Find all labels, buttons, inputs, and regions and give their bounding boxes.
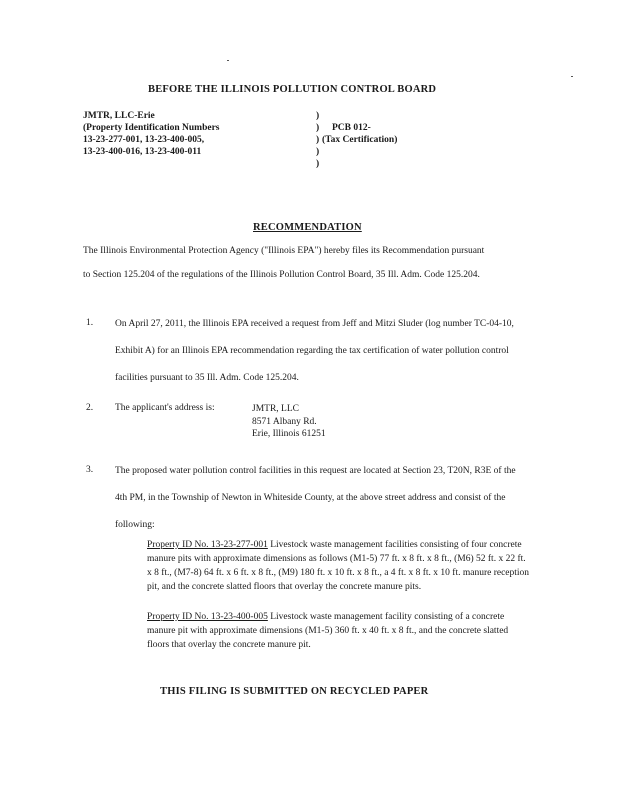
scan-speck xyxy=(571,76,573,77)
caption-paren: ) xyxy=(316,135,320,145)
property-text: Livestock waste management facilities consisting of four concrete manure pits with approximate dimensions as follows (M1-5) 77 ft. x 8 ft. x 8 ft., (M6) 52 ft. x 22 ft. x 8 ft., (M7-8) 64 ft. x 6 ft. x 8 ft., (M9) 180 ft. x 10 ft. x 8 ft., a 4 ft. x 8 ft. x 10 ft. manure reception pit, and the concrete slatted floors that overlay the concrete manure pits. xyxy=(147,540,530,592)
caption-line: 13-23-277-001, 13-23-400-005, xyxy=(83,135,205,145)
caption-line: 13-23-400-016, 13-23-400-011 xyxy=(83,147,202,157)
item-number: 3. xyxy=(86,465,94,475)
property-id: Property ID No. 13-23-277-001 xyxy=(147,540,268,550)
item-number: 1. xyxy=(86,318,94,328)
intro-line-2: to Section 125.204 of the regulations of the Illinois Pollution Control Board, 35 Ill. Adm. Code 125.204. xyxy=(83,270,480,280)
caption-paren: ) xyxy=(316,159,320,169)
address-line: 8571 Albany Rd. xyxy=(252,416,317,427)
document-title: RECOMMENDATION xyxy=(253,222,362,233)
item-3-text: The proposed water pollution control facilities in this request are located at Section 23, T20N, R3E of the 4th PM, in the Township of Newton in Whiteside County, at the above street address and consist of the following: xyxy=(115,466,516,530)
caption-line: JMTR, LLC-Erie xyxy=(83,111,155,121)
caption-separators xyxy=(316,110,319,170)
address-line: Erie, Illinois 61251 xyxy=(252,429,326,439)
case-number: PCB 012- xyxy=(332,123,371,133)
caption-paren: ) xyxy=(316,123,320,133)
case-type: (Tax Certification) xyxy=(322,135,398,145)
caption-paren: ) xyxy=(316,111,320,121)
case-caption-parties xyxy=(83,110,220,158)
recycled-paper-notice: THIS FILING IS SUBMITTED ON RECYCLED PAPER xyxy=(160,686,429,697)
caption-paren: ) xyxy=(316,147,320,157)
applicant-address xyxy=(252,403,326,441)
intro-line-1: The Illinois Environmental Protection Agency ("Illinois EPA") hereby files its Recommendation pursuant xyxy=(83,246,485,256)
item-1-text: On April 27, 2011, the Illinois EPA received a request from Jeff and Mitzi Sluder (log number TC-04-10, Exhibit A) for an Illinois EPA recommendation regarding the tax certification of water pollution control facilities pursuant to 35 Ill. Adm. Code 125.204. xyxy=(115,319,514,383)
item-number: 2. xyxy=(86,403,94,413)
caption-line: (Property Identification Numbers xyxy=(83,123,220,133)
property-description xyxy=(147,538,530,594)
address-label: The applicant's address is: xyxy=(115,403,215,413)
property-text: Livestock waste management facility consisting of a concrete manure pit with approximate dimensions (M1-5) 360 ft. x 40 ft. x 8 ft., and the concrete slatted floors that overlay the concrete manure pit. xyxy=(147,612,509,650)
board-heading: BEFORE THE ILLINOIS POLLUTION CONTROL BOARD xyxy=(148,84,437,95)
address-line: JMTR, LLC xyxy=(252,404,299,414)
property-description xyxy=(147,610,530,652)
property-id: Property ID No. 13-23-400-005 xyxy=(147,612,268,622)
scan-speck xyxy=(227,60,229,61)
